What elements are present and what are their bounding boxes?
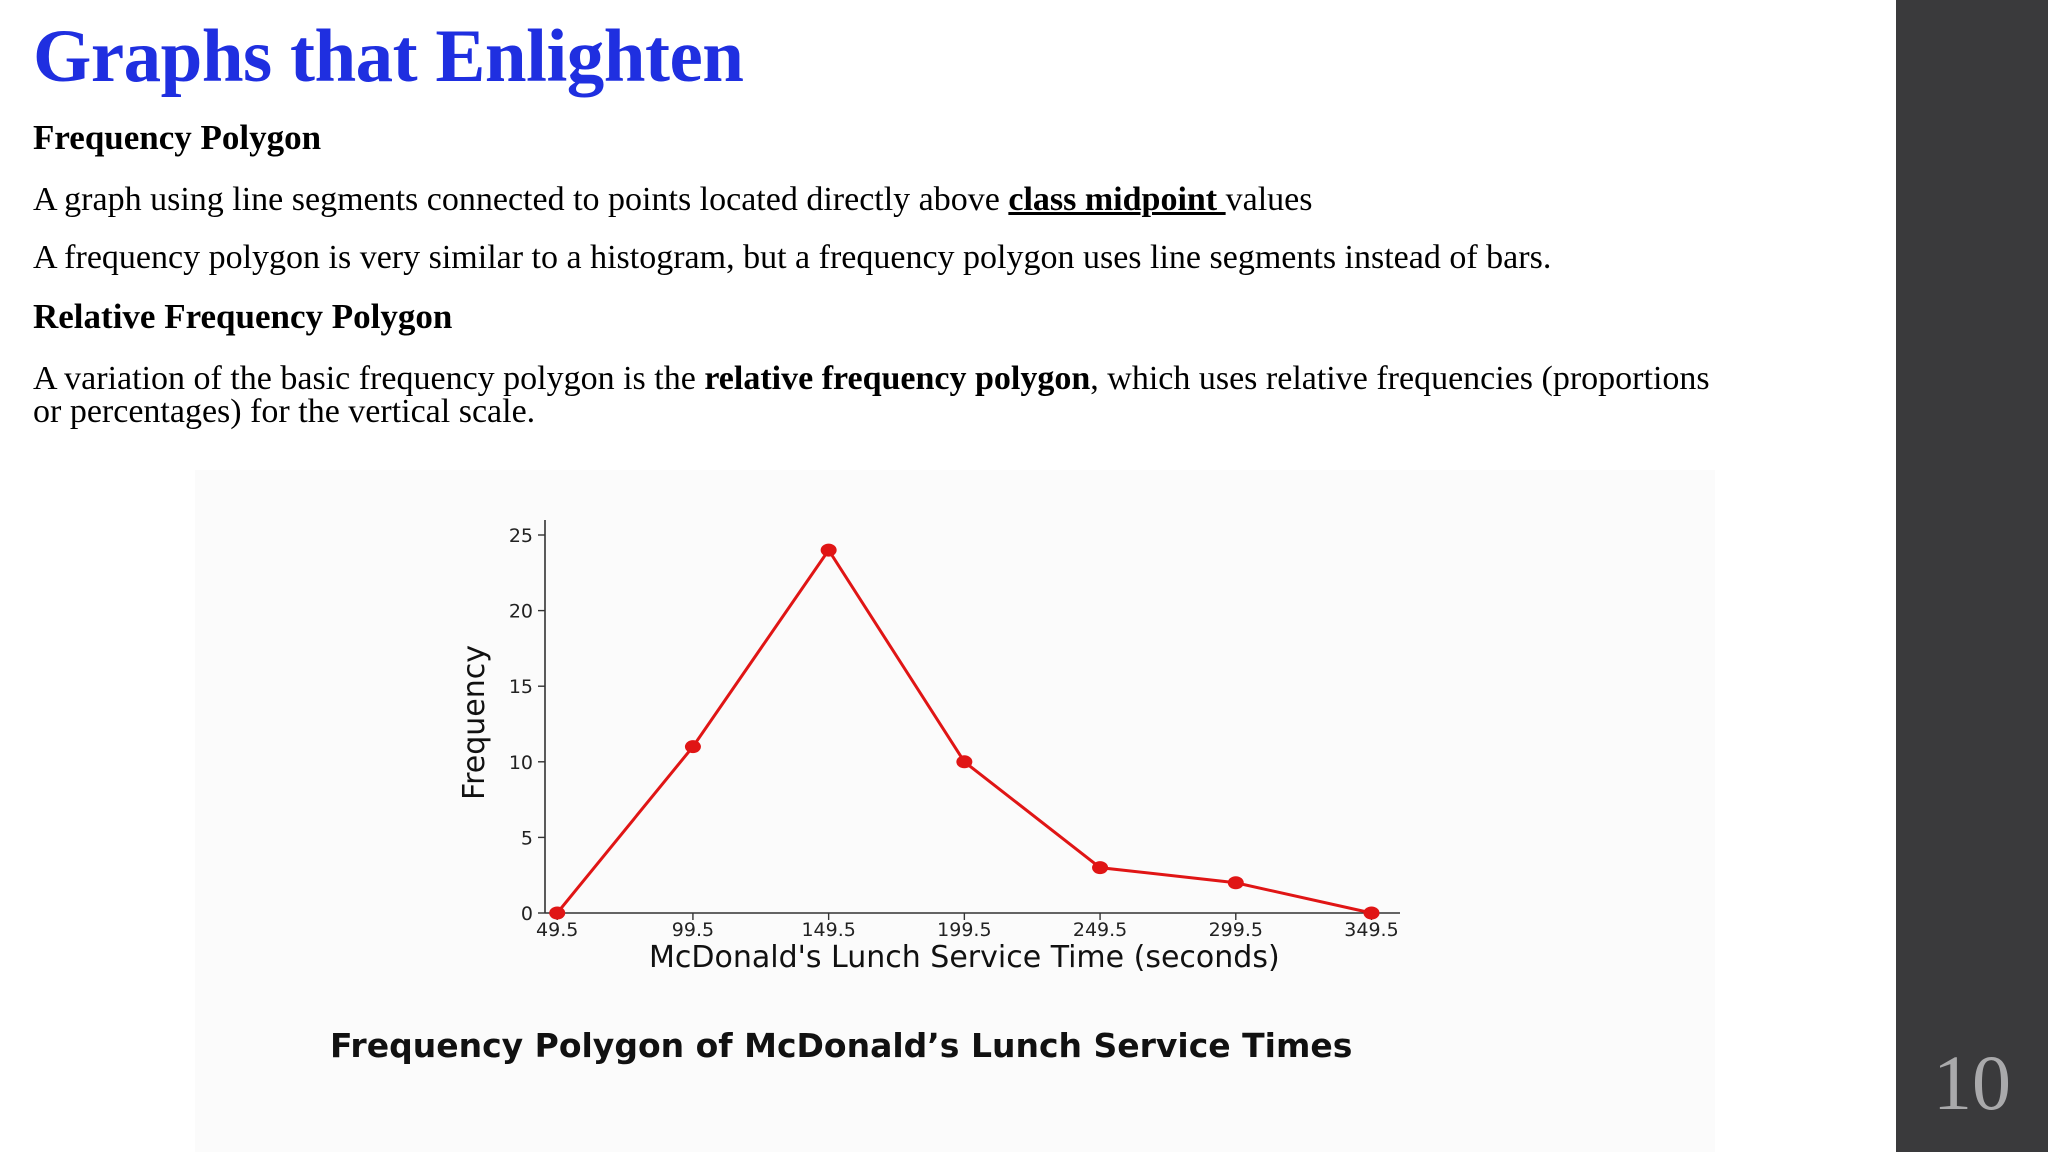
page-number: 10 [1933,1039,2011,1126]
x-tick-label: 349.5 [1344,919,1399,941]
data-point [1364,907,1380,920]
y-axis-ticks [509,525,545,925]
data-point [956,755,972,768]
x-tick-label: 299.5 [1208,919,1263,941]
y-tick-label: 25 [508,525,533,547]
data-point [685,740,701,753]
term-relative-frequency-polygon: relative frequency polygon [704,360,1091,397]
y-tick-label: 15 [508,676,533,699]
definition-text-pre: A graph using line segments connected to points located directly above [33,181,1009,218]
data-point [549,907,565,920]
x-tick-label: 99.5 [671,919,715,941]
y-tick-label: 5 [520,827,533,850]
y-tick-label: 20 [508,600,533,623]
x-tick-label: 149.5 [801,919,856,941]
series-line [557,550,1371,913]
x-tick-label: 49.5 [536,919,579,941]
y-tick-label: 10 [508,751,533,774]
x-tick-label: 199.5 [937,919,992,941]
y-tick-label: 0 [520,903,533,925]
x-axis-label: McDonald's Lunch Service Time (seconds) [649,940,1280,975]
x-tick-label: 249.5 [1072,919,1128,941]
y-axis-label: Frequency [457,645,492,800]
heading-frequency-polygon: Frequency Polygon [33,118,322,157]
relative-text-line2: or percentages) for the vertical scale. [33,393,536,430]
x-axis-ticks [536,913,1399,941]
series-points [549,544,1379,920]
definition-text-post: values [1225,181,1313,218]
slide-title: Graphs that Enlighten [33,15,744,98]
data-point [821,544,837,557]
comparison-histogram: A frequency polygon is very similar to a histogram, but a frequency polygon uses line segments instead of bars. [33,239,1552,276]
term-class-midpoint: class midpoint [1008,181,1226,218]
chart-axes [545,520,1400,913]
relative-text-pre: A variation of the basic frequency polygon is the [33,360,705,397]
data-point [1228,876,1244,889]
heading-relative-frequency-polygon: Relative Frequency Polygon [33,297,453,336]
data-point [1092,861,1108,874]
chart-title: Frequency Polygon of McDonald’s Lunch Service Times [330,1026,1353,1065]
relative-text-post: , which uses relative frequencies (proportions [1090,360,1710,397]
